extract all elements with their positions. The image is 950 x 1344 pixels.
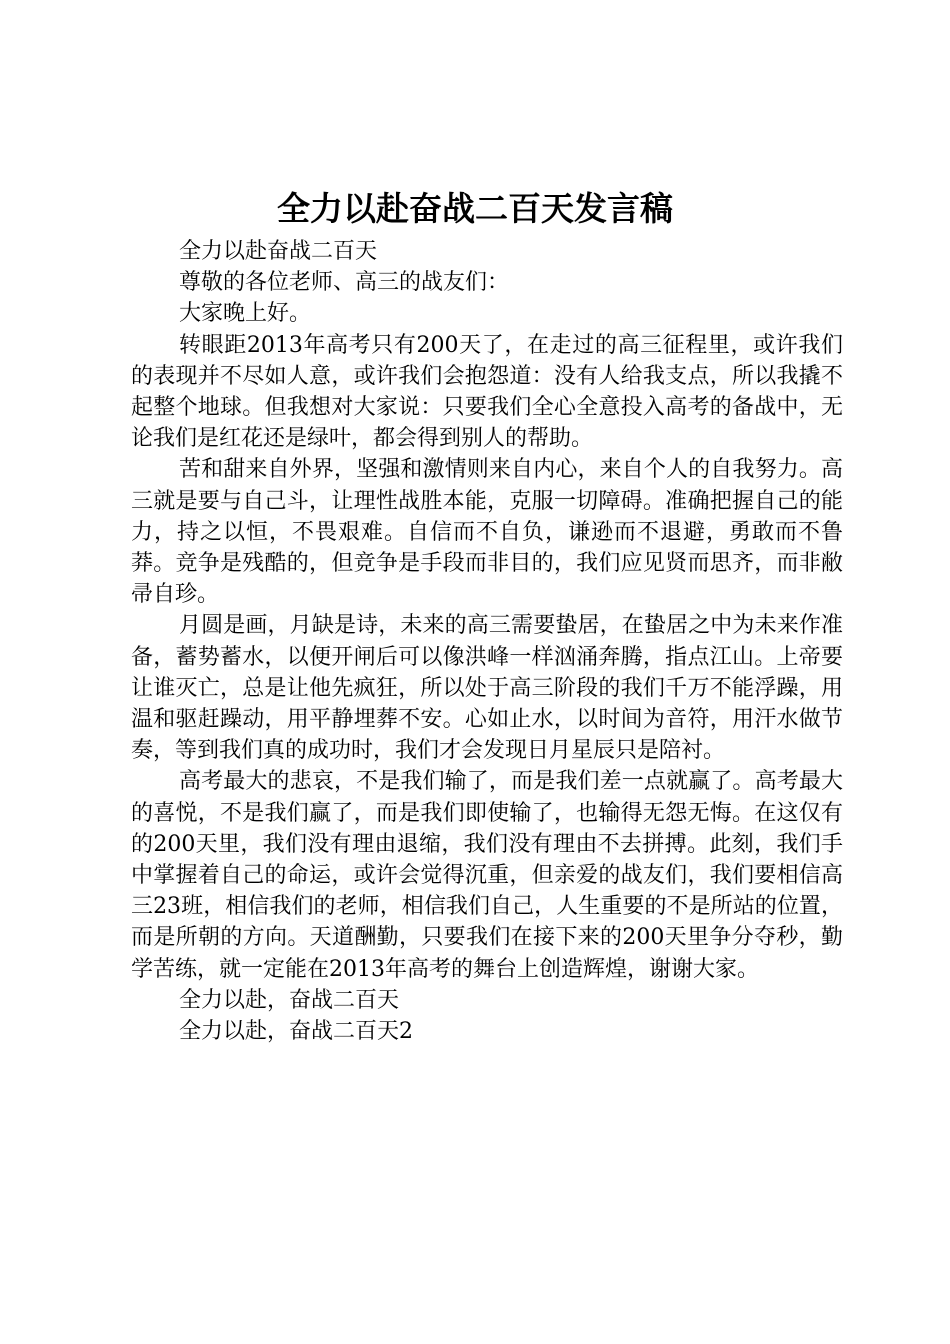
- paragraph-body-2: 苦和甜来自外界，坚强和激情则来自内心，来自个人的自我努力。高三就是要与自己斗，让理性战胜本能，克服一切障碍。准确把握自己的能力，持之以恒，不畏艰难。自信而不自负，谦逊而不退避，勇敢而不鲁莽。竞争是残酷的，但竞争是手段而非目的，我们应见贤而思齐，而非敝帚自珍。: [131, 457, 843, 608]
- paragraph-closing-1: 全力以赴，奋战二百天: [179, 987, 400, 1013]
- paragraph-closing-2: 全力以赴，奋战二百天2: [179, 1019, 413, 1045]
- paragraph-subtitle: 全力以赴奋战二百天: [179, 239, 378, 264]
- paragraph-body-4: 高考最大的悲哀，不是我们输了，而是我们差一点就赢了。高考最大的喜悦，不是我们赢了，而是我们即使输了，也输得无怨无悔。在这仅有的200天里，我们没有理由退缩，我们没有理由不去拼搏。此刻，我们手中掌握着自己的命运，或许会觉得沉重，但亲爱的战友们，我们要相信高三23班，相信我们的老师，相信我们自己，人生重要的不是所站的位置，而是所朝的方向。天道酬勤，只要我们在接下来的200天里争分夺秒，勤学苦练，就一定能在2013年高考的舞台上创造辉煌，谢谢大家。: [131, 769, 843, 982]
- paragraph-body-1: 转眼距2013年高考只有200天了，在走过的高三征程里，或许我们的表现并不尽如人意，或许我们会抱怨道：没有人给我支点，所以我撬不起整个地球。但我想对大家说：只要我们全心全意投入高考的备战中，无论我们是红花还是绿叶，都会得到别人的帮助。: [131, 332, 843, 452]
- paragraph-greeting: 大家晚上好。: [179, 301, 312, 327]
- document-body: [131, 236, 843, 1047]
- document-title: 全力以赴奋战二百天发言稿: [277, 189, 673, 228]
- paragraph-salutation: 尊敬的各位老师、高三的战友们：: [179, 270, 510, 296]
- paragraph-body-3: 月圆是画，月缺是诗，未来的高三需要蛰居，在蛰居之中为未来作准备，蓄势蓄水，以便开闸后可以像洪峰一样汹涌奔腾，指点江山。上帝要让谁灭亡，总是让他先疯狂，所以处于高三阶段的我们千万不能浮躁，用温和驱赶躁动，用平静埋葬不安。心如止水，以时间为音符，用汗水做节奏，等到我们真的成功时，我们才会发现日月星辰只是陪衬。: [131, 613, 843, 764]
